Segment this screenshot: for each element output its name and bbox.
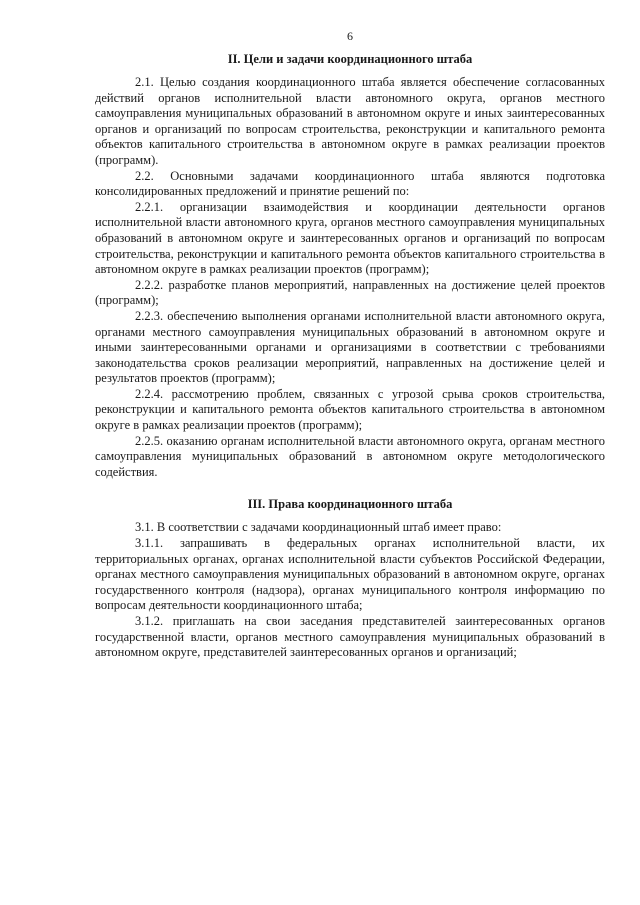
paragraph-3-1: 3.1. В соответствии с задачами координационный штаб имеет право:	[135, 520, 502, 535]
section-2-title: II. Цели и задачи координационного штаба	[227, 52, 473, 66]
paragraph-2-2-1: 2.2.1. организации взаимодействия и координации деятельности органов исполнительной власти автономного круга, органов местного самоуправления муниципальных образований в автономном округе и заинтересованных органов и организаций по вопросам строительства, реконструкции и капитального ремонта объектов капитального строительства в автономном округе в рамках реализации проектов (программ);	[95, 199, 605, 277]
document-page	[95, 28, 605, 661]
paragraph-2-2: 2.2. Основными задачами координационного штаба являются подготовка консолидированных предложений и принятие решений по:	[95, 168, 605, 199]
paragraph-2-1: 2.1. Целью создания координационного штаба является обеспечение согласованных действий органов исполнительной власти автономного округа, органов местного самоуправления муниципальных образований в автономном округе и иных заинтересованных органов и организаций по вопросам строительства, реконструкции и капитального ремонта объектов капитального строительства в автономном округе в рамках реализации проектов (программ).	[95, 75, 605, 167]
paragraph-3-1-1: 3.1.1. запрашивать в федеральных органах исполнительной власти, их территориальных органах, органах исполнительной власти субъектов Российской Федерации, органах местного самоуправления муниципальных образований в автономном округе, органах государственного контроля (надзора), органах муниципального контроля информацию по вопросам деятельности координационного штаба;	[95, 536, 605, 613]
page-number: 6	[347, 29, 353, 43]
paragraph-2-2-5: 2.2.5. оказанию органам исполнительной власти автономного округа, органам местного самоуправления муниципальных образований в автономном округе методологического содействия.	[95, 433, 605, 479]
paragraph-2-2-3: 2.2.3. обеспечению выполнения органами исполнительной власти автономного округа, органами местного самоуправления муниципальных образований в автономном округе и иными заинтересованными органами и организациями в соответствии с требованиями законодательства сроков реализации мероприятий, направленных на достижение целей и результатов проектов (программ);	[95, 308, 605, 386]
paragraph-2-2-4: 2.2.4. рассмотрению проблем, связанных с угрозой срыва сроков строительства, реконструкции и капитального ремонта объектов капитального строительства в автономном округе в рамках реализации проектов (программ);	[95, 386, 605, 433]
section-3-title: III. Права координационного штаба	[247, 497, 453, 512]
paragraph-2-2-2: 2.2.2. разработке планов мероприятий, направленных на достижение целей проектов (программ);	[95, 277, 605, 308]
paragraph-3-1-2: 3.1.2. приглашать на свои заседания представителей заинтересованных органов государственной власти, органов местного самоуправления муниципальных образований в автономном округе, представителей заинтересованных органов и организаций;	[95, 614, 605, 660]
